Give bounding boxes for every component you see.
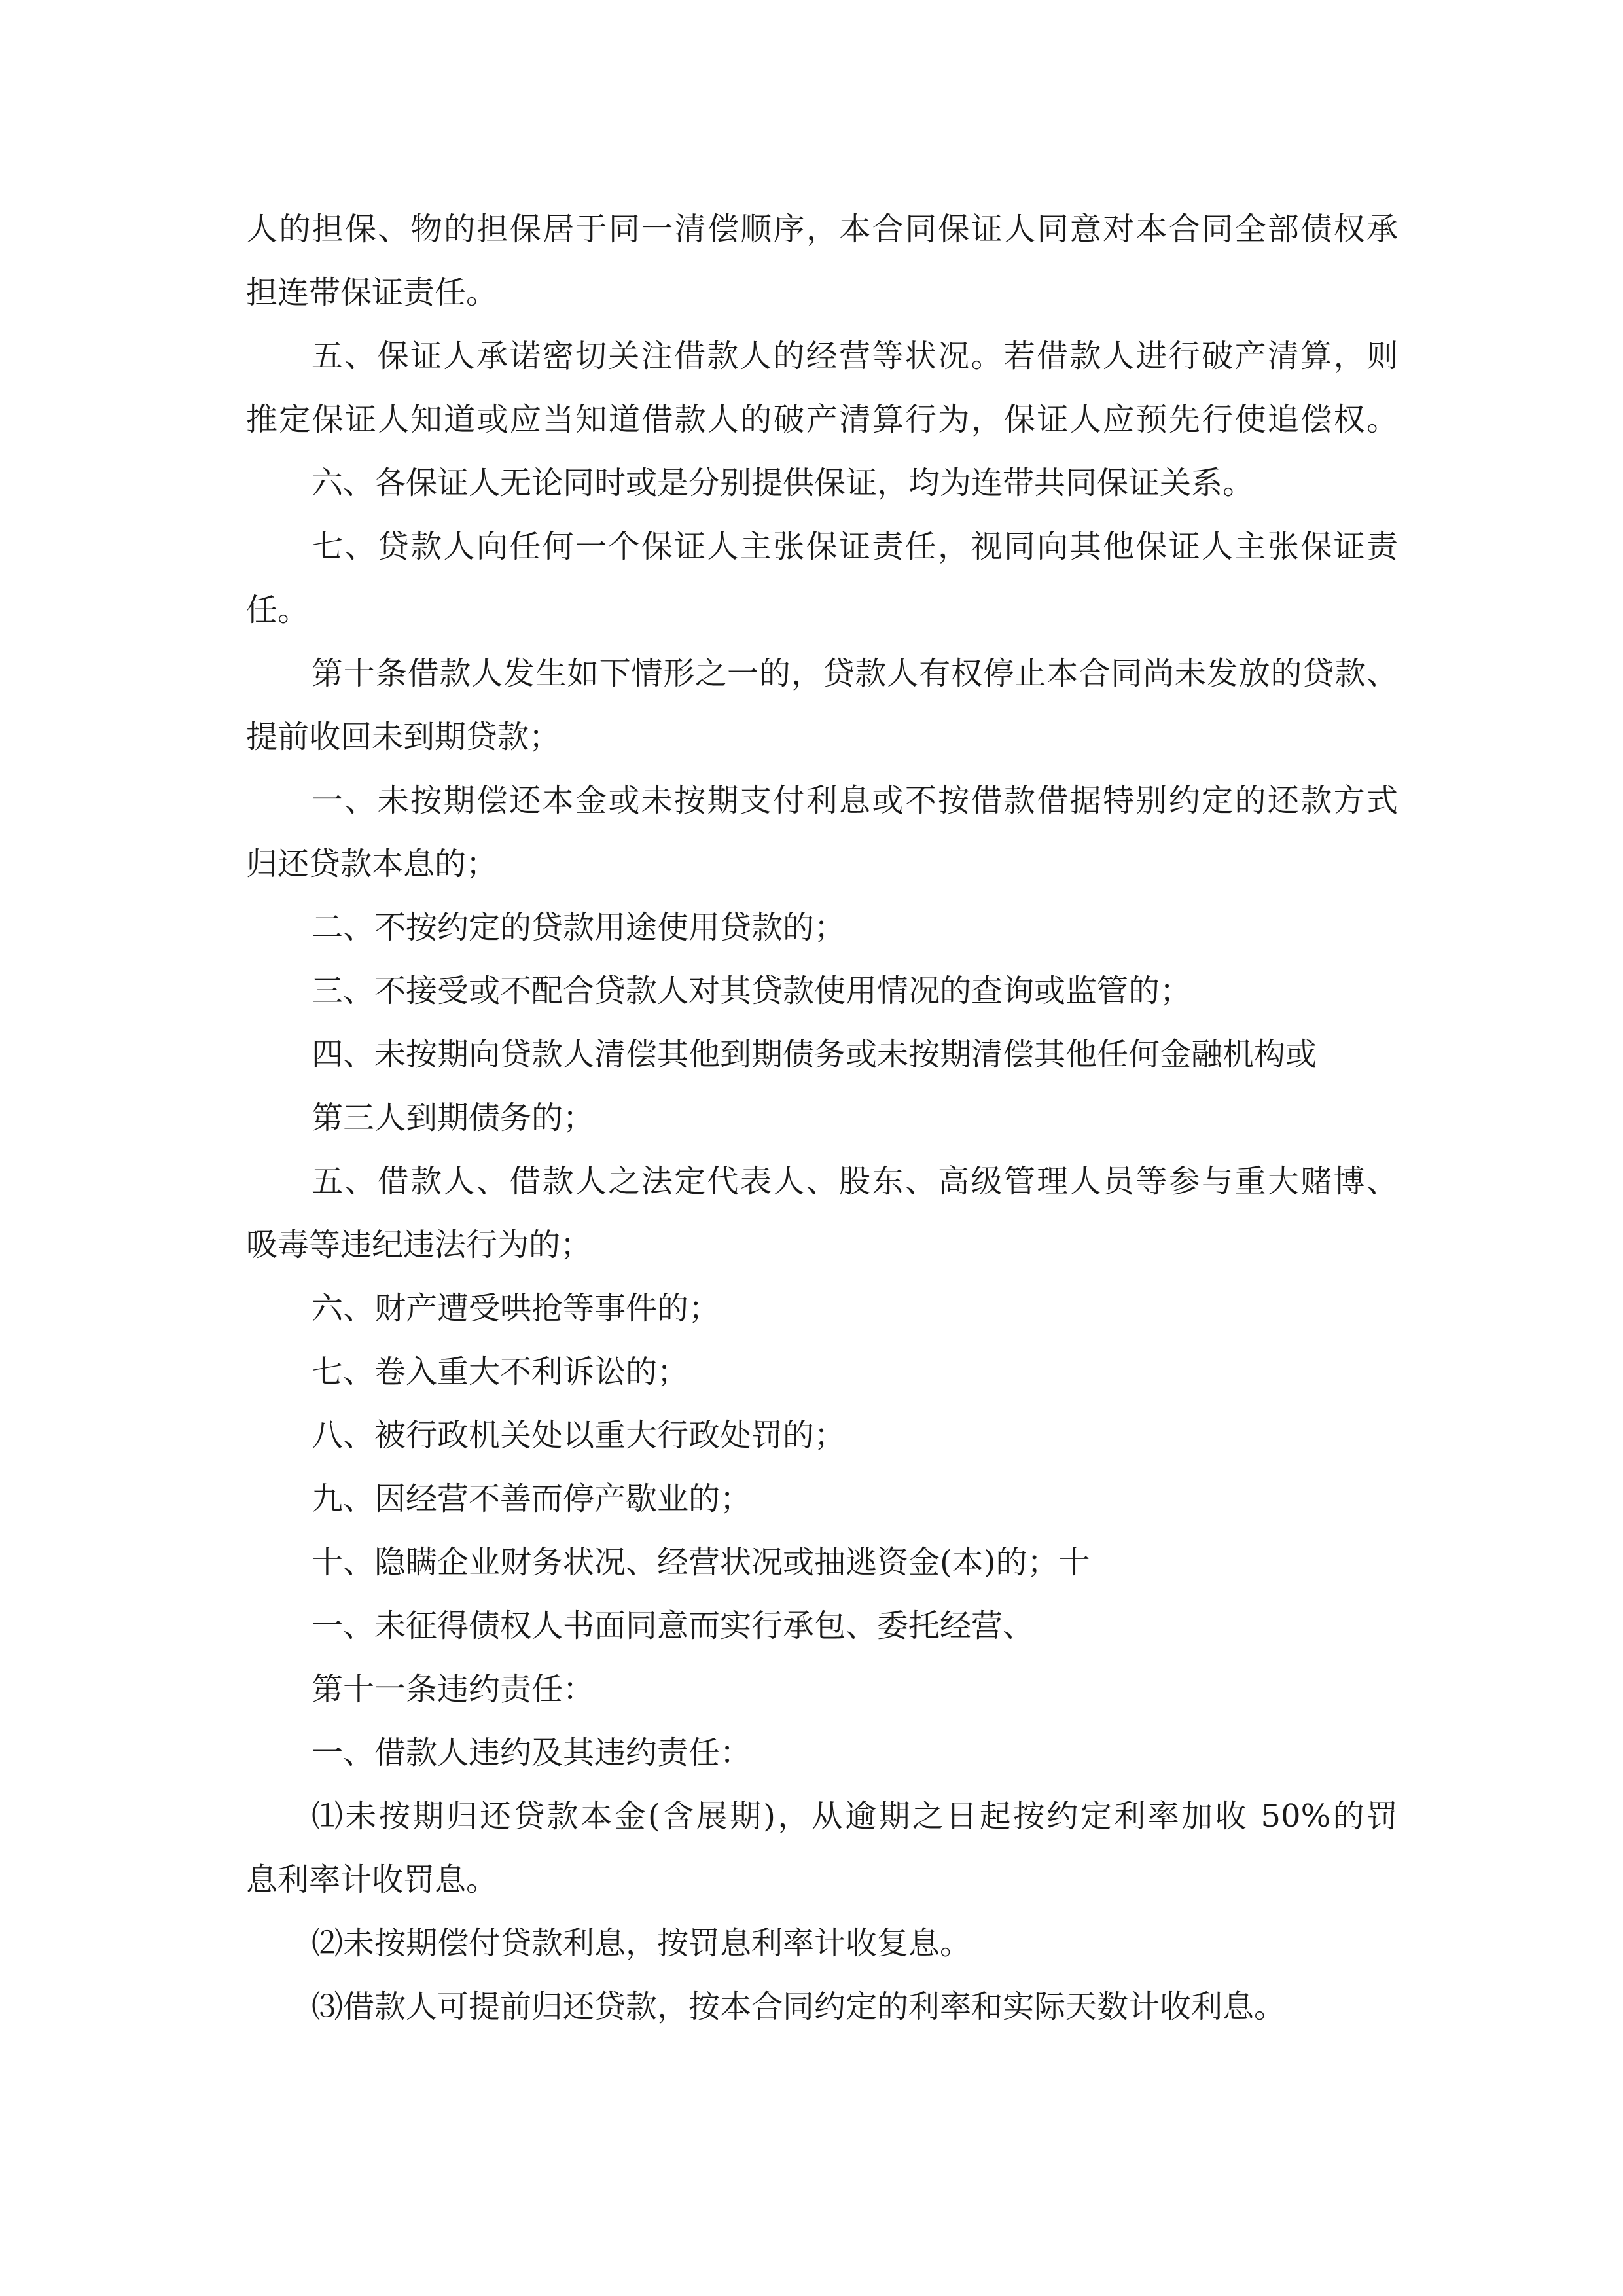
text-line: 担连带保证责任。: [246, 274, 498, 311]
text-line: 八、被行政机关处以重大行政处罚的；: [312, 1417, 846, 1454]
text-line: 七、卷入重大不利诉讼的；: [312, 1354, 689, 1390]
text-line: 一、借款人违约及其违约责任：: [312, 1734, 752, 1771]
text-line: 七、贷款人向任何一个保证人主张保证责任，视同向其他保证人主张保证责: [312, 528, 1398, 565]
text-line: ⑴未按期归还贷款本金(含展期)，从逾期之日起按约定利率加收 50%的罚: [312, 1798, 1398, 1835]
text-line: 第十一条违约责任：: [312, 1671, 595, 1708]
text-line: ⑵未按期偿付贷款利息，按罚息利率计收复息。: [312, 1925, 972, 1962]
text-line: 息利率计收罚息。: [246, 1861, 498, 1898]
text-line: 二、不按约定的贷款用途使用贷款的；: [312, 909, 846, 946]
contract-text: [246, 198, 1398, 2039]
text-line: 吸毒等违纪违法行为的；: [246, 1227, 592, 1263]
text-line: 人的担保、物的担保居于同一清偿顺序，本合同保证人同意对本合同全部债权承: [246, 211, 1398, 247]
text-line: 六、各保证人无论同时或是分别提供保证，均为连带共同保证关系。: [312, 465, 1255, 501]
text-line: 四、未按期向贷款人清偿其他到期债务或未按期清偿其他任何金融机构或: [312, 1036, 1317, 1073]
text-line: 一、未征得债权人书面同意而实行承包、委托经营、: [312, 1607, 1035, 1644]
text-line: 九、因经营不善而停产歇业的；: [312, 1480, 752, 1517]
text-line: 六、财产遭受哄抢等事件的；: [312, 1290, 721, 1327]
text-line: 第十条借款人发生如下情形之一的，贷款人有权停止本合同尚未发放的贷款、: [312, 655, 1398, 692]
text-line: 五、保证人承诺密切关注借款人的经营等状况。若借款人进行破产清算，则: [312, 338, 1398, 374]
text-line: 三、不接受或不配合贷款人对其贷款使用情况的查询或监管的；: [312, 973, 1192, 1009]
text-line: 一、未按期偿还本金或未按期支付利息或不按借款借据特别约定的还款方式: [312, 782, 1398, 819]
text-line: 第三人到期债务的；: [312, 1100, 595, 1136]
text-line: 推定保证人知道或应当知道借款人的破产清算行为，保证人应预先行使追偿权。: [246, 401, 1398, 438]
text-line: ⑶借款人可提前归还贷款，按本合同约定的利率和实际天数计收利息。: [312, 1988, 1286, 2025]
text-line: 十、隐瞒企业财务状况、经营状况或抽逃资金(本)的；十: [312, 1544, 1090, 1581]
text-line: 五、借款人、借款人之法定代表人、股东、高级管理人员等参与重大赌博、: [312, 1163, 1398, 1200]
text-line: 任。: [246, 592, 310, 628]
text-line: 提前收回未到期贷款；: [246, 719, 561, 755]
text-line: 归还贷款本息的；: [246, 846, 498, 882]
